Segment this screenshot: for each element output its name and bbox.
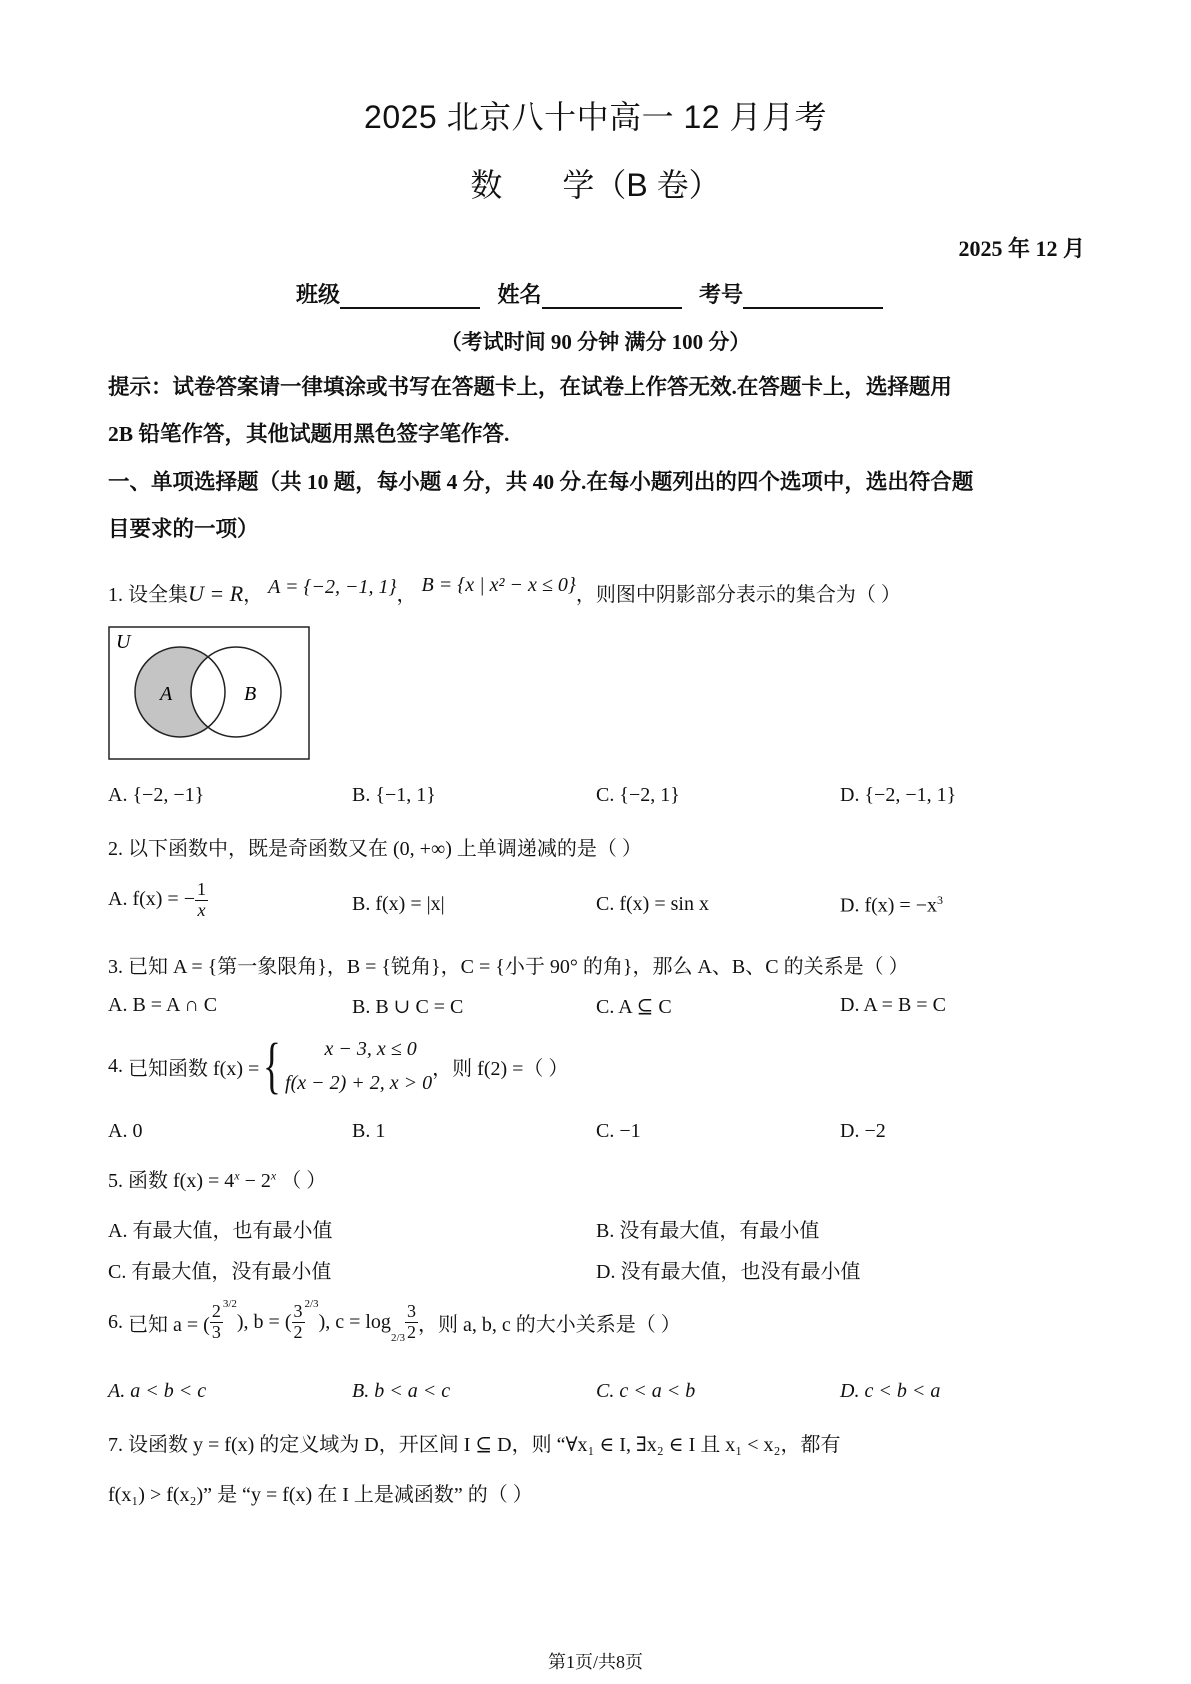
- case-1: x − 3, x ≤ 0: [324, 1038, 417, 1060]
- question-text: 函数 f(x) = 4: [128, 1170, 235, 1192]
- option-text: A. f(x) = −: [108, 887, 195, 910]
- subtitle-left: 数: [470, 167, 503, 203]
- q3-option-c[interactable]: C. A ⊆ C: [596, 996, 672, 1018]
- question-number: 6.: [108, 1310, 123, 1333]
- case-2: f(x − 2) + 2, x > 0: [285, 1072, 433, 1094]
- notice: [108, 364, 1098, 458]
- q3-option-b[interactable]: B. B ∪ C = C: [352, 996, 464, 1018]
- question-text: 设全集: [128, 584, 188, 606]
- q5-option-b[interactable]: B. 没有最大值，有最小值: [596, 1220, 820, 1242]
- q4-option-b[interactable]: B. 1: [352, 1120, 386, 1142]
- fraction-b: [292, 1302, 305, 1343]
- math-expr: A = {−2, −1, 1}: [268, 576, 397, 598]
- question-text: 设函数 y = f(x) 的定义域为 D，开区间 I ⊆ D，则 “∀x₁ ∈ I, ∃x₂ ∈ I 且 x₁ < x₂，都有: [128, 1434, 841, 1456]
- notice-line2: 2B 铅笔作答，其他试题用黑色签字笔作答.: [108, 422, 510, 446]
- question-text: 以下函数中，既是奇函数又在 (0, +∞) 上单调递减的是（ ）: [128, 838, 642, 860]
- question-number: 2.: [108, 838, 123, 860]
- frac-den: 2: [407, 1321, 416, 1342]
- frac-num: 2: [211, 1301, 221, 1321]
- piecewise-cases: [285, 1032, 432, 1100]
- left-brace: {: [263, 1032, 282, 1100]
- venn-diagram: [108, 626, 310, 760]
- q4-option-a[interactable]: A. 0: [108, 1120, 143, 1142]
- q6-option-d[interactable]: D. c < b < a: [840, 1380, 941, 1402]
- exam-date: 2025 年 12 月: [958, 236, 1085, 261]
- q2-option-d[interactable]: [840, 893, 943, 918]
- question-7-line2: f(x₁) > f(x₂)” 是 “y = f(x) 在 I 上是减函数” 的（ ）: [108, 1484, 533, 1506]
- frac-num: 3: [407, 1301, 416, 1321]
- frac-num: 1: [196, 879, 206, 899]
- question-4: [108, 1032, 568, 1100]
- question-text: ，则 f(2) =（ ）: [432, 1057, 569, 1080]
- section1-line2: 目要求的一项）: [108, 517, 259, 541]
- frac-num: 3: [293, 1301, 303, 1321]
- question-2: [108, 832, 642, 861]
- question-text: ，则图中阴影部分表示的集合为（ ）: [575, 584, 901, 606]
- student-info-fields: [0, 278, 1191, 309]
- fraction-a: [210, 1302, 223, 1343]
- section1-line1: 一、单项选择题（共 10 题，每小题 4 分，共 40 分.在每小题列出的四个选项中，选出符合题: [108, 470, 974, 494]
- q1-option-a[interactable]: A. {−2, −1}: [108, 784, 205, 806]
- superscript: x: [234, 1168, 240, 1183]
- option-text: D. f(x) = −x: [840, 894, 937, 917]
- q2-option-b[interactable]: B. f(x) = |x|: [352, 893, 445, 915]
- math-expr: U = R: [188, 581, 244, 606]
- field-id-blank[interactable]: [743, 285, 883, 309]
- q6-option-b[interactable]: B. b < a < c: [352, 1380, 451, 1402]
- venn-diagram-svg: [108, 626, 310, 760]
- frac-den: x: [197, 899, 206, 920]
- question-text: 已知 A = {第一象限角}，B = {锐角}，C = {小于 90° 的角}，那么 A、B、C 的关系是（ ）: [128, 956, 909, 978]
- field-name-label: 姓名: [497, 282, 542, 307]
- q4-option-c[interactable]: C. −1: [596, 1120, 641, 1142]
- venn-set-a-label: A: [160, 683, 173, 705]
- exam-time-info: （考试时间 90 分钟 满分 100 分）: [440, 330, 751, 354]
- question-number: 5.: [108, 1170, 123, 1192]
- math-expr: B = {x | x² − x ≤ 0}: [421, 574, 576, 596]
- section1-heading: [108, 459, 1098, 553]
- exam-title: 2025 北京八十中高一 12 月月考: [364, 99, 827, 135]
- fraction-c: [405, 1302, 418, 1343]
- fraction: [195, 880, 208, 921]
- subtitle-right: 学（B 卷）: [562, 167, 721, 203]
- notice-line1: 提示：试卷答案请一律填涂或书写在答题卡上，在试卷上作答无效.在答题卡上，选择题用: [108, 375, 952, 399]
- question-6: [108, 1298, 681, 1345]
- exponent: 2/3: [304, 1298, 319, 1311]
- question-3: [108, 950, 909, 979]
- field-id-label: 考号: [699, 282, 744, 307]
- q1-option-d[interactable]: D. {−2, −1, 1}: [840, 784, 957, 806]
- q3-option-a[interactable]: A. B = A ∩ C: [108, 994, 218, 1016]
- page-footer: 第1页/共8页: [547, 1652, 643, 1672]
- q1-option-c[interactable]: C. {−2, 1}: [596, 784, 680, 806]
- exam-subtitle: [0, 160, 1191, 206]
- frac-den: 3: [211, 1321, 221, 1342]
- question-number: 3.: [108, 956, 123, 978]
- field-name-blank[interactable]: [542, 285, 682, 309]
- q2-option-c[interactable]: C. f(x) = sin x: [596, 893, 709, 915]
- venn-set-b-label: B: [244, 683, 257, 705]
- log-base: 2/3: [390, 1332, 405, 1345]
- question-7: [108, 1428, 840, 1457]
- question-text: 已知 a = (: [128, 1313, 210, 1336]
- question-text: 已知函数 f(x) =: [128, 1057, 260, 1080]
- q4-option-d[interactable]: D. −2: [840, 1120, 886, 1142]
- q5-option-a[interactable]: A. 有最大值，也有最小值: [108, 1220, 333, 1242]
- field-class-blank[interactable]: [340, 285, 480, 309]
- q3-option-d[interactable]: D. A = B = C: [840, 994, 946, 1016]
- q6-option-c[interactable]: C. c < a < b: [596, 1380, 696, 1402]
- question-text: ，则 a, b, c 的大小关系是（ ）: [418, 1313, 681, 1336]
- frac-den: 2: [293, 1321, 303, 1342]
- question-text: ), c = log: [318, 1310, 391, 1333]
- question-number: 7.: [108, 1434, 123, 1456]
- question-text: − 2: [239, 1170, 271, 1192]
- question-text: ), b = (: [236, 1310, 292, 1333]
- question-number: 4.: [108, 1054, 123, 1077]
- q5-option-d[interactable]: D. 没有最大值，也没有最小值: [596, 1261, 861, 1283]
- venn-universe-label: U: [116, 631, 131, 653]
- question-1: 1. 设全集U = R， A = {−2, −1, 1}， B = {x | x² − x ≤ 0}，则图中阴影部分表示的集合为（ ）: [108, 574, 901, 606]
- superscript: x: [270, 1168, 277, 1183]
- piecewise: [259, 1032, 432, 1100]
- superscript: 3: [936, 893, 943, 907]
- q1-option-b[interactable]: B. {−1, 1}: [352, 784, 436, 806]
- q2-option-a[interactable]: [108, 880, 208, 921]
- q5-option-c[interactable]: C. 有最大值，没有最小值: [108, 1261, 332, 1283]
- question-5: [108, 1164, 326, 1193]
- exponent: 3/2: [222, 1298, 237, 1311]
- question-text: （ ）: [281, 1170, 327, 1192]
- q6-option-a[interactable]: A. a < b < c: [108, 1380, 207, 1402]
- field-class-label: 班级: [295, 282, 340, 307]
- question-number: 1.: [108, 584, 123, 606]
